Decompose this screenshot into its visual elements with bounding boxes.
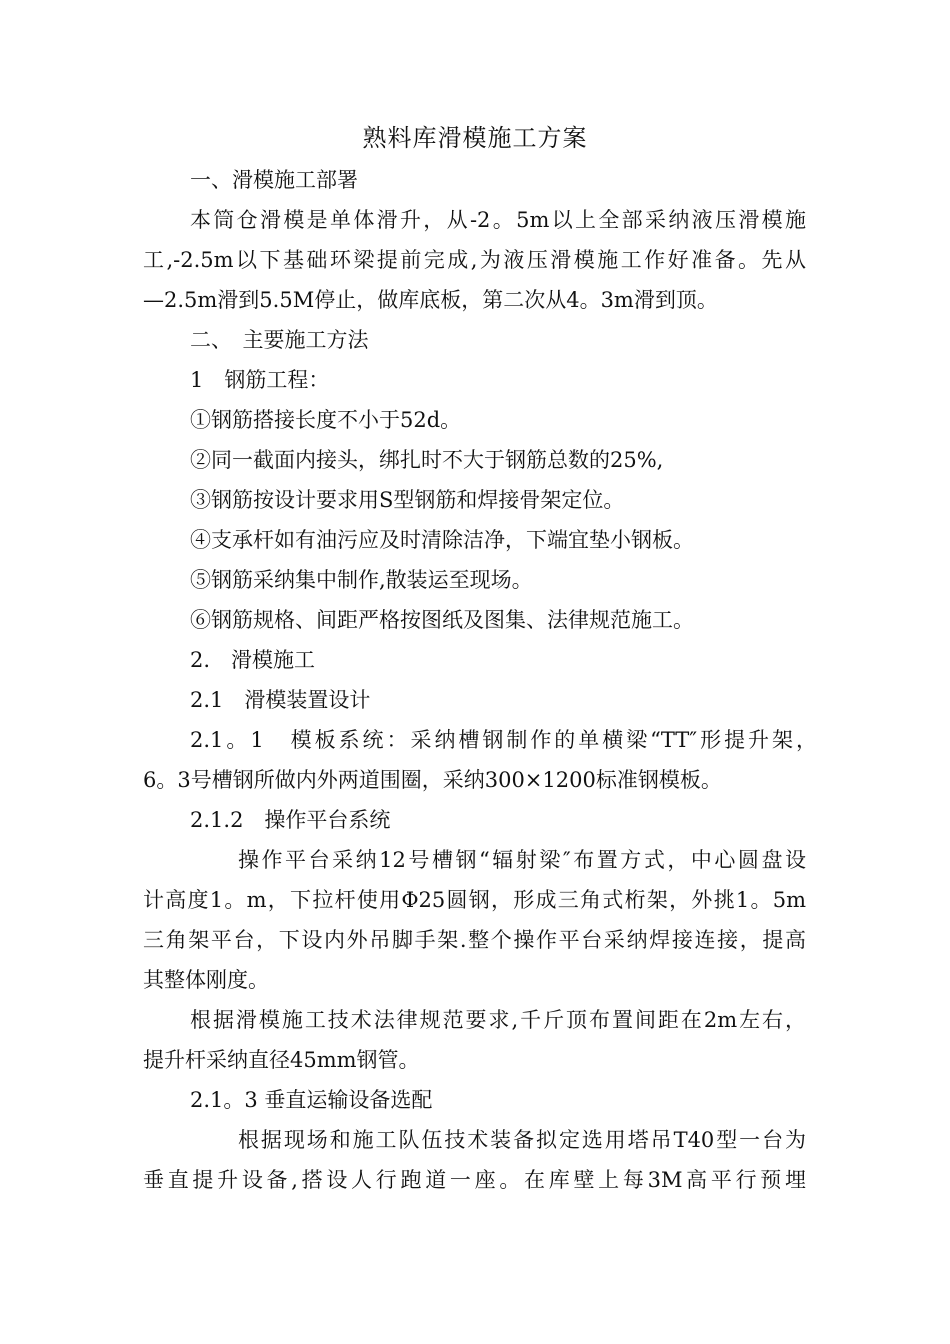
paragraph-line: 三角架平台，下设内外吊脚手架.整个操作平台采纳焊接连接，提高 — [143, 928, 806, 952]
subsection-heading: 2.1.2 操作平台系统 — [190, 808, 391, 832]
section-heading-2: 二、 主要施工方法 — [190, 328, 369, 352]
paragraph-line: 工,-2.5m以下基础环梁提前完成,为液压滑模施工作好准备。先从 — [143, 248, 806, 272]
subsection-heading: 2. 滑模施工 — [190, 648, 316, 672]
document-title: 熟料库滑模施工方案 — [362, 124, 588, 152]
list-item: ⑥钢筋规格、间距严格按图纸及图集、法律规范施工。 — [190, 608, 694, 632]
paragraph-line: 计高度1。m，下拉杆使用Φ25圆钢，形成三角式桁架，外挑1。5m — [143, 888, 806, 912]
subsection-heading: 2.1。3 垂直运输设备选配 — [190, 1088, 433, 1112]
subsection-heading: 1 钢筋工程： — [190, 368, 330, 392]
paragraph-line: 2.1。1 模板系统：采纳槽钢制作的单横梁“TT″形提升架， — [190, 728, 817, 752]
paragraph-line: 根据现场和施工队伍技术装备拟定选用塔吊T40型一台为 — [238, 1128, 806, 1152]
paragraph-line: 垂直提升设备,搭设人行跑道一座。在库壁上每3M高平行预埋 — [143, 1168, 806, 1192]
paragraph-line: 本筒仓滑模是单体滑升，从-2。5m以上全部采纳液压滑模施 — [190, 208, 806, 232]
paragraph-line: —2.5m滑到5.5M停止，做库底板，第二次从4。3m滑到顶。 — [143, 288, 718, 312]
paragraph-line: 提升杆采纳直径45mm钢管。 — [143, 1048, 420, 1072]
paragraph-line: 根据滑模施工技术法律规范要求,千斤顶布置间距在2m左右， — [190, 1008, 806, 1032]
list-item: ①钢筋搭接长度不小于52d。 — [190, 408, 462, 432]
list-item: ③钢筋按设计要求用S型钢筋和焊接骨架定位。 — [190, 488, 625, 512]
section-heading-1: 一、滑模施工部署 — [190, 168, 358, 192]
paragraph-line: 6。3号槽钢所做内外两道围圈，采纳300×1200标准钢模板。 — [143, 768, 722, 792]
paragraph-line: 其整体刚度。 — [143, 968, 269, 992]
list-item: ②同一截面内接头，绑扎时不大于钢筋总数的25%, — [190, 448, 664, 472]
list-item: ⑤钢筋采纳集中制作,散装运至现场。 — [190, 568, 533, 592]
list-item: ④支承杆如有油污应及时清除洁净，下端宜垫小钢板。 — [190, 528, 694, 552]
paragraph-line: 操作平台采纳12号槽钢“辐射梁″布置方式，中心圆盘设 — [238, 848, 806, 872]
subsection-heading: 2.1 滑模装置设计 — [190, 688, 371, 712]
